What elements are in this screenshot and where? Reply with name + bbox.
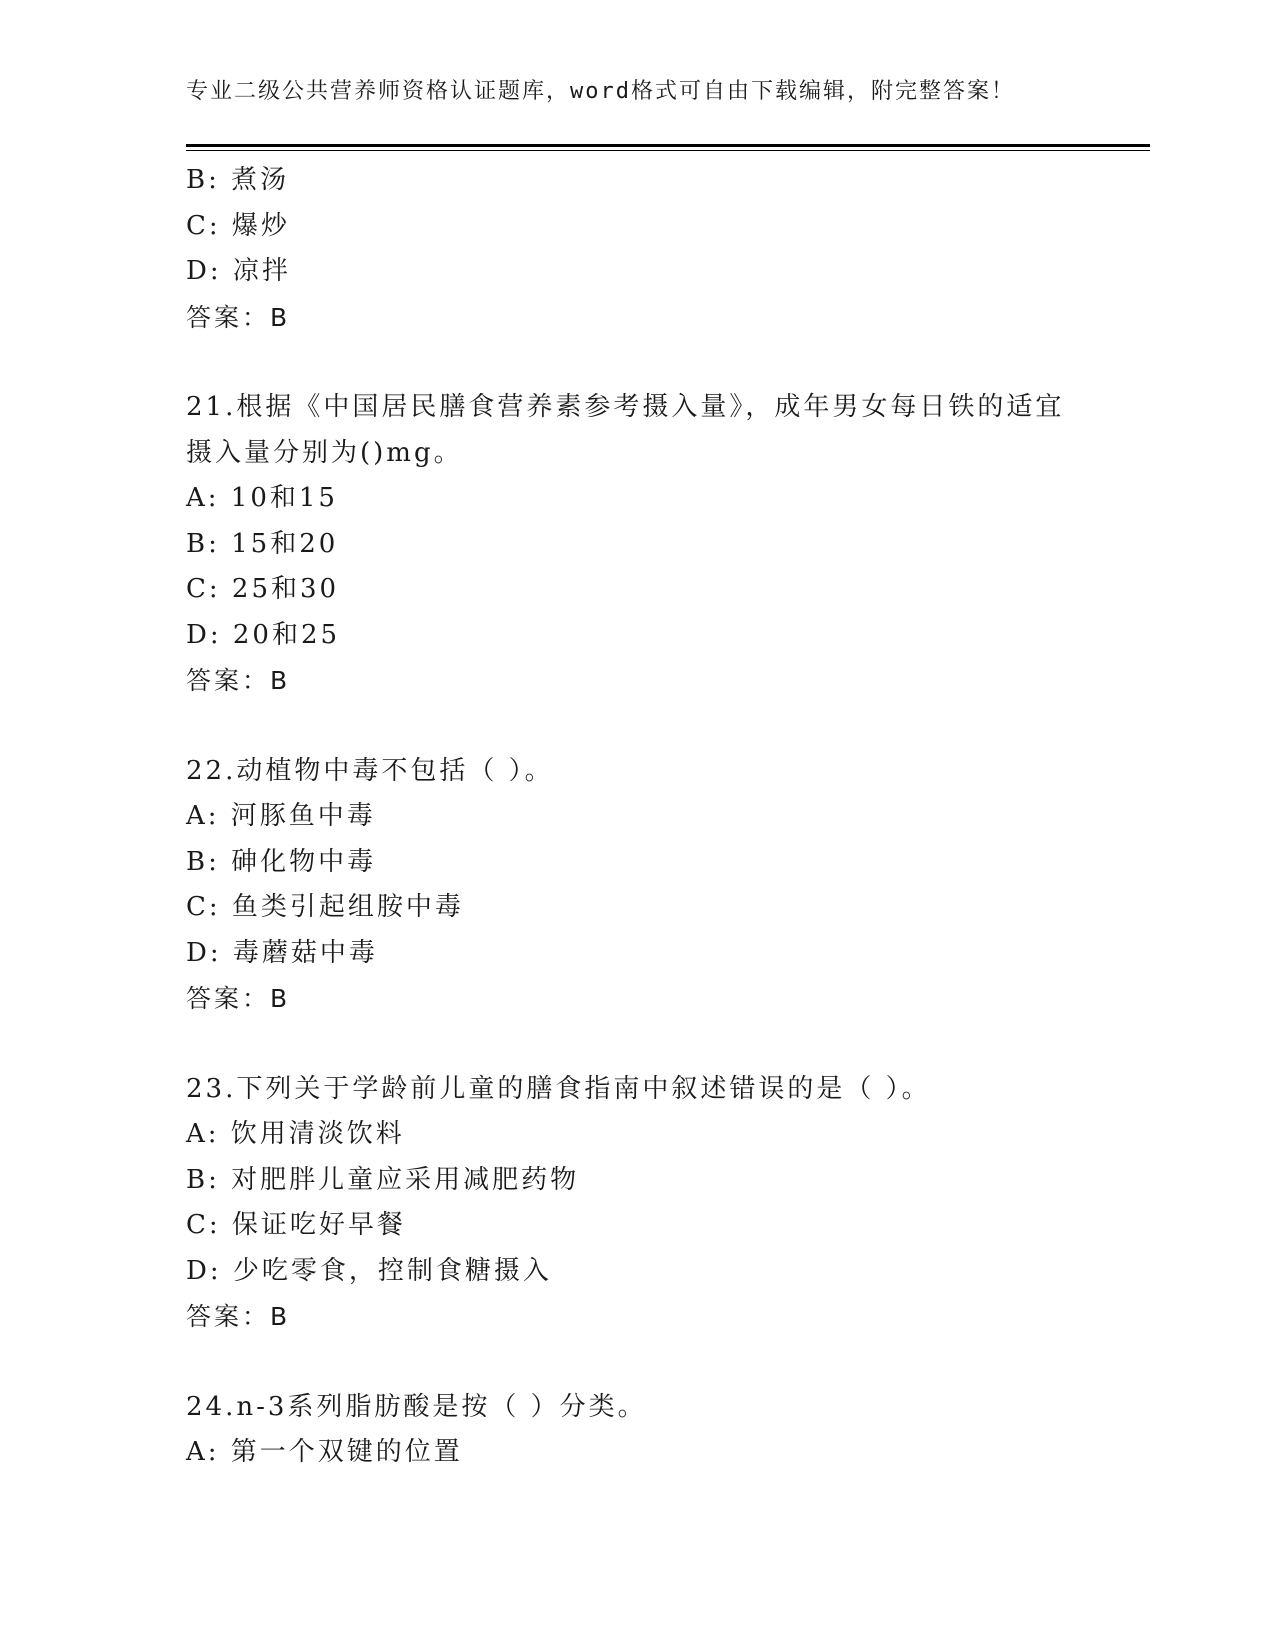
- option-c: C: 爆炒: [186, 210, 290, 241]
- question-22: [186, 749, 1146, 1022]
- question-stem-cont: 摄入量分别为()mg。: [186, 437, 463, 468]
- option-b: B: 对肥胖儿童应采用减肥药物: [186, 1164, 580, 1195]
- header-rule-thick: [186, 144, 1150, 147]
- option-a: A: 10和15: [186, 483, 338, 513]
- option-c: C: 鱼类引起组胺中毒: [186, 892, 464, 922]
- option-b: B: 砷化物中毒: [186, 846, 377, 877]
- question-21: [186, 385, 1146, 704]
- question-content: [186, 158, 1146, 1476]
- answer: 答案：B: [186, 666, 291, 695]
- answer: 答案：B: [186, 1302, 291, 1331]
- option-d: D: 少吃零食，控制食糖摄入: [186, 1255, 552, 1286]
- option-a: A: 河豚鱼中毒: [186, 801, 376, 831]
- option-a: A: 第一个双键的位置: [186, 1437, 463, 1467]
- answer: 答案：B: [186, 302, 291, 332]
- question-stem: 23.下列关于学龄前儿童的膳食指南中叙述错误的是（ ）。: [186, 1073, 931, 1104]
- spacer: [186, 704, 1146, 749]
- answer: 答案：B: [186, 984, 291, 1013]
- question-24: [186, 1385, 1146, 1476]
- question-stem: 22.动植物中毒不包括（ ）。: [186, 755, 554, 786]
- question-23: [186, 1067, 1146, 1340]
- option-b: B: 15和20: [186, 528, 339, 559]
- page-header: 专业二级公共营养师资格认证题库，word格式可自由下载编辑，附完整答案！: [186, 79, 1015, 104]
- option-d: D: 凉拌: [186, 256, 291, 286]
- option-d: D: 20和25: [186, 619, 341, 650]
- option-d: D: 毒蘑菇中毒: [186, 937, 378, 968]
- question-stem: 21.根据《中国居民膳食营养素参考摄入量》，成年男女每日铁的适宜: [186, 392, 1065, 422]
- question-20-partial: [186, 158, 1146, 340]
- option-a: A: 饮用清淡饮料: [186, 1119, 405, 1149]
- spacer: [186, 340, 1146, 385]
- header-rule-thin: [186, 150, 1150, 151]
- spacer: [186, 1340, 1146, 1385]
- question-stem: 24.n-3系列脂肪酸是按（ ）分类。: [186, 1391, 647, 1422]
- option-b: B: 煮汤: [186, 165, 290, 195]
- spacer: [186, 1022, 1146, 1067]
- option-c: C: 保证吃好早餐: [186, 1210, 406, 1240]
- option-c: C: 25和30: [186, 574, 340, 604]
